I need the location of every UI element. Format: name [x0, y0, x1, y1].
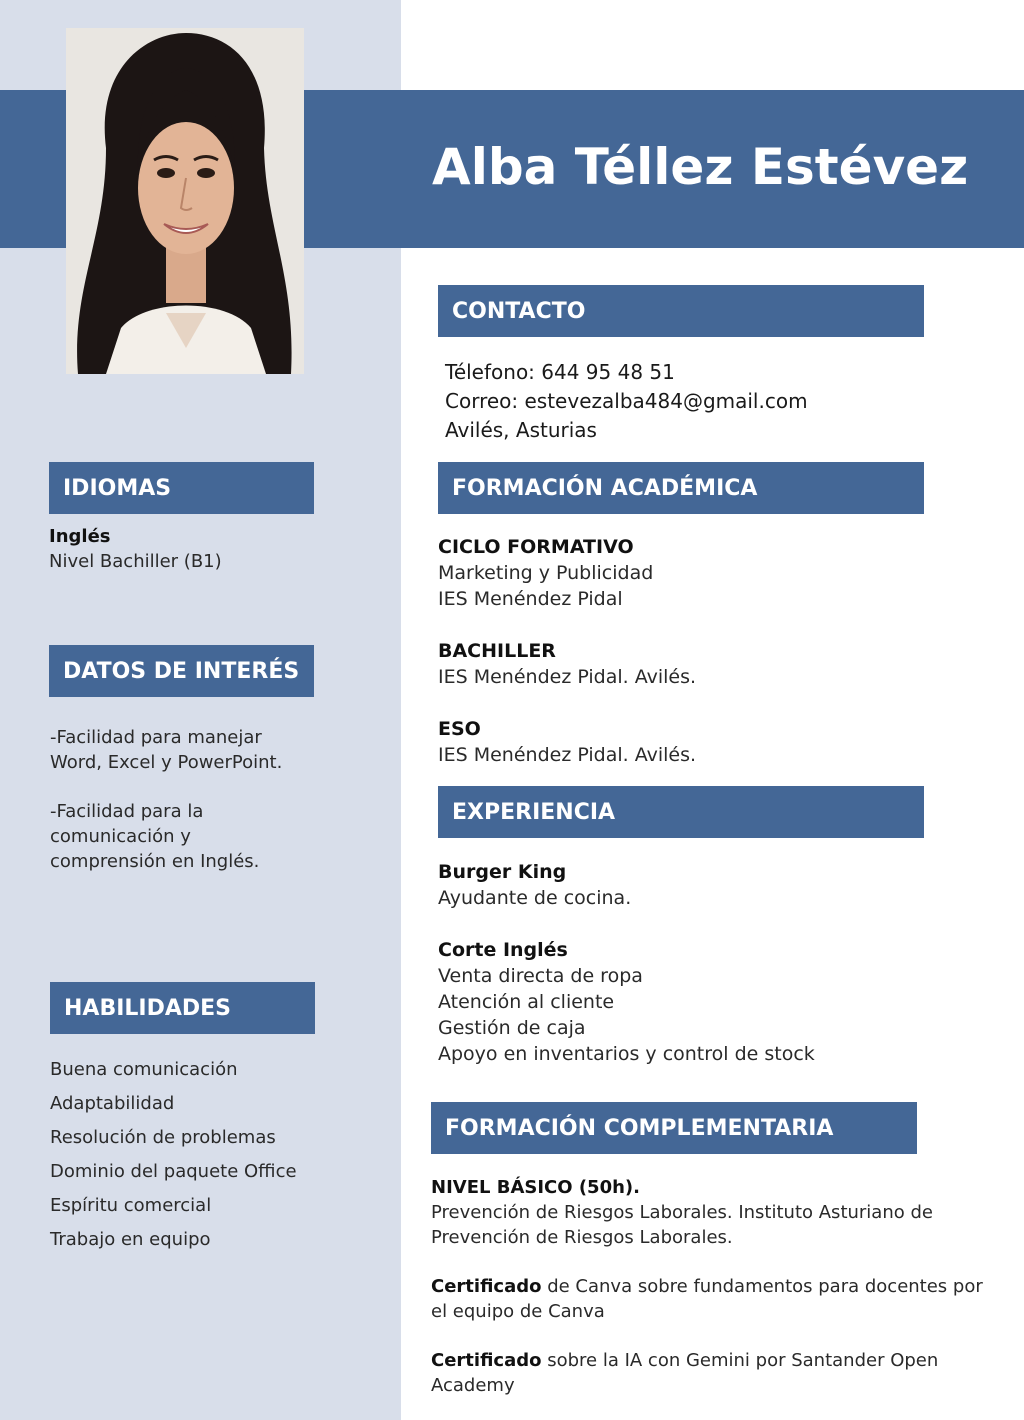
formacion-entry-heading: BACHILLER	[438, 640, 556, 662]
contact-phone: Télefono: 644 95 48 51	[445, 360, 675, 384]
cert-gemini-line2: Academy	[431, 1375, 515, 1396]
experiencia-entry-line: Apoyo en inventarios y control de stock	[438, 1043, 815, 1065]
skill-item: Espíritu comercial	[50, 1195, 212, 1216]
idiomas-content	[49, 524, 222, 574]
datos-line: Word, Excel y PowerPoint.	[50, 752, 283, 773]
cert-gemini-bold: Certificado	[431, 1350, 542, 1371]
datos-line: -Facilidad para la	[50, 801, 204, 822]
skill-item: Trabajo en equipo	[50, 1229, 211, 1250]
experiencia-entry-line: Atención al cliente	[438, 991, 615, 1013]
datos-line: -Facilidad para manejar	[50, 727, 262, 748]
experiencia-entry-line: Venta directa de ropa	[438, 965, 643, 987]
datos-heading: DATOS DE INTERÉS	[49, 645, 314, 697]
habilidades-heading: HABILIDADES	[50, 982, 315, 1034]
contact-email: Correo: estevezalba484@gmail.com	[445, 389, 808, 413]
formacion-entry-line: Marketing y Publicidad	[438, 562, 654, 584]
complementaria-heading: FORMACIÓN COMPLEMENTARIA	[431, 1102, 917, 1154]
skill-item: Resolución de problemas	[50, 1127, 276, 1148]
contact-location: Avilés, Asturias	[445, 418, 597, 442]
cert-gemini	[431, 1348, 983, 1373]
datos-content	[50, 725, 282, 874]
cert-gemini-rest: sobre la IA con Gemini por Santander Open	[541, 1350, 939, 1371]
formacion-entry-line: IES Menéndez Pidal. Avilés.	[438, 666, 697, 688]
datos-line: comunicación y	[50, 826, 191, 847]
portrait-icon	[66, 28, 304, 374]
formacion-content	[438, 534, 696, 768]
skill-item: Buena comunicación	[50, 1059, 238, 1080]
language-level: Nivel Bachiller (B1)	[49, 551, 222, 572]
habilidades-list	[50, 1053, 297, 1257]
experiencia-entry-heading: Burger King	[438, 861, 567, 883]
candidate-name: Alba Téllez Estévez	[432, 138, 969, 196]
language-name: Inglés	[49, 526, 111, 547]
skill-item: Dominio del paquete Office	[50, 1161, 297, 1182]
nivel-line: Prevención de Riesgos Laborales.	[431, 1227, 733, 1248]
formacion-heading: FORMACIÓN ACADÉMICA	[438, 462, 924, 514]
experiencia-entry-heading: Corte Inglés	[438, 939, 568, 961]
experiencia-heading: EXPERIENCIA	[438, 786, 924, 838]
idiomas-heading: IDIOMAS	[49, 462, 314, 514]
portrait-photo	[66, 28, 304, 374]
complementaria-content	[431, 1175, 983, 1398]
cert-canva	[431, 1274, 983, 1299]
formacion-entry-line: IES Menéndez Pidal	[438, 588, 623, 610]
formacion-entry-heading: CICLO FORMATIVO	[438, 536, 634, 558]
cert-canva-bold: Certificado	[431, 1276, 542, 1297]
cert-canva-line2: el equipo de Canva	[431, 1301, 605, 1322]
formacion-entry-line: IES Menéndez Pidal. Avilés.	[438, 744, 697, 766]
cert-canva-rest: de Canva sobre fundamentos para docentes por	[541, 1276, 983, 1297]
experiencia-content	[438, 859, 815, 1067]
experiencia-entry-line: Gestión de caja	[438, 1017, 586, 1039]
formacion-entry-heading: ESO	[438, 718, 481, 740]
contact-info	[445, 358, 808, 445]
contact-heading: CONTACTO	[438, 285, 924, 337]
nivel-heading: NIVEL BÁSICO (50h).	[431, 1177, 640, 1198]
datos-line: comprensión en Inglés.	[50, 851, 260, 872]
skill-item: Adaptabilidad	[50, 1093, 175, 1114]
nivel-line: Prevención de Riesgos Laborales. Instituto Asturiano de	[431, 1202, 933, 1223]
experiencia-entry-line: Ayudante de cocina.	[438, 887, 632, 909]
